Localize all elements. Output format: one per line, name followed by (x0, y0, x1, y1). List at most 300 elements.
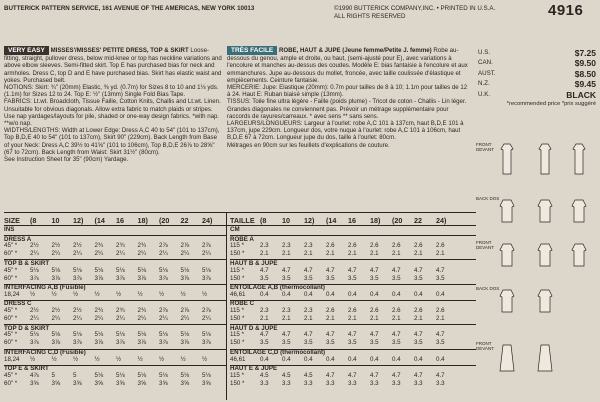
fr-cell: 2.6 (348, 242, 357, 250)
fr-cell: 0.4 (414, 355, 423, 363)
en-cell: 2¼ (73, 250, 82, 258)
dress-sketch-icon (570, 142, 588, 176)
fr-cell: 3.5 (370, 339, 379, 347)
fr-row-label: 115 * (230, 242, 244, 250)
fr-cell: 0.4 (414, 290, 423, 298)
en-cell: 2¾ (116, 242, 125, 250)
fr-cell: 4.5 (260, 371, 269, 379)
en-cell: 3⅞ (30, 274, 39, 282)
en-cell: ½ (51, 290, 57, 298)
fr-cell: 2.1 (260, 250, 269, 258)
en-cell: ½ (51, 355, 57, 363)
figure-view-label: FRONT DEVANT (476, 142, 494, 152)
fr-cell: 2.6 (392, 307, 401, 314)
french-largeurs: LARGEURS/LONGUEURS: Largeur à l'ourlet: robe A,C 101 à 137cm, haut B,D,E 101 à 137cm, jupe 229cm. Longueur dos, votre nuque à l'ourlet: robe A,C 101 à 106cm, haut B,D,E 67 à 72cm. Longueur jupe du dos, taille à l'ourlet: 80cm. (227, 120, 464, 142)
en-cell: 3⅞ (159, 274, 168, 282)
price-row: AUST. $8.50 (478, 68, 596, 79)
en-cell: 3⅞ (51, 339, 61, 347)
fr-row-label: 150 * (230, 250, 245, 258)
fr-cell: 4.7 (304, 266, 313, 274)
fr-cell: 0.4 (392, 290, 401, 298)
taille-column-header: (14 (326, 216, 337, 225)
units-en: INS (4, 226, 15, 233)
en-cell: 3⅝ (159, 379, 168, 387)
fr-cell: 0.4 (282, 290, 291, 298)
fr-cell: 3.5 (260, 274, 269, 282)
fr-cell: 2.1 (414, 315, 423, 323)
fr-cell: 3.3 (260, 379, 269, 387)
top-sketch-icon (536, 196, 554, 230)
fr-section-title: HAUT E & JUPE (230, 365, 278, 373)
fr-cell: 4.7 (392, 266, 401, 274)
skirt-sketch-icon (498, 341, 516, 375)
fr-cell: 2.1 (414, 250, 423, 258)
en-cell: 5⅛ (94, 371, 104, 379)
fr-row-label: 150 * (230, 339, 245, 347)
en-cell: 5⅛ (137, 371, 147, 379)
en-cell: 5⅛ (51, 266, 61, 274)
fr-cell: 2.3 (282, 242, 291, 250)
en-cell: ½ (180, 355, 186, 363)
fr-cell: 3.3 (348, 379, 357, 387)
en-cell: ½ (137, 290, 143, 298)
en-cell: 2¼ (180, 250, 190, 258)
en-cell: 2¾ (137, 242, 147, 250)
fr-cell: 3.5 (326, 339, 335, 347)
en-cell: 3⅞ (137, 339, 147, 347)
fr-section-title: ENTOILAGE A,B (thermocollant) (230, 284, 325, 292)
fr-cell: 2.1 (304, 250, 313, 258)
fr-row-label: 150 * (230, 274, 245, 282)
fr-cell: 2.1 (326, 250, 335, 258)
fr-cell: 4.7 (348, 266, 357, 274)
en-cell: 2¼ (30, 315, 39, 323)
en-cell: 2¾ (137, 307, 147, 314)
en-section-title: INTERFACING C,D (Fusible) (4, 349, 86, 356)
top-sketch-icon (498, 286, 516, 320)
fr-cell: 4.7 (370, 371, 379, 379)
en-section-title: TOP E & SKIRT (4, 365, 49, 373)
en-cell: 3⅞ (30, 339, 39, 347)
en-cell: ½ (116, 355, 122, 363)
fr-cell: 3.3 (304, 379, 313, 387)
en-cell: 2½ (30, 242, 39, 250)
fr-cell: 4.7 (370, 266, 379, 274)
en-cell: 5⅛ (159, 266, 168, 274)
fr-cell: 2.3 (260, 242, 269, 250)
size-column-header: (8 (30, 216, 37, 225)
english-title: MISSES'/MISSES' PETITE DRESS, TOP & SKIRT (50, 47, 189, 54)
fr-cell: 0.4 (304, 290, 313, 298)
fr-cell: 0.4 (326, 355, 335, 363)
english-desc: Loose-fitting, straight, pullover dress, below mid-knee or top has neckline variations and above elbow sleeves. Semi-fitted skirt. Top E has purchased bias for neck and armholes. Dress C, top D and E have purchased bias. Skirt has elastic waist and yokes. Purchased belt. (4, 47, 222, 84)
fr-section-title: ENTOILAGE C,D (thermocollant) (230, 349, 326, 356)
fr-cell: 4.7 (436, 331, 445, 339)
en-row-label: 45" * (4, 371, 18, 379)
header-rule (4, 225, 476, 226)
en-cell: 2½ (30, 307, 39, 314)
fr-cell: 4.7 (260, 331, 269, 339)
french-tissus: TISSUS: Toile fine ultra légère - Faille (poids plume) - Tricot de coton - Challis - Lin léger. Grandes diagonales ne conviennent pas. Prévoir un métrage supplémentaire pour raccords de rayures/carreaux. * avec sens ** sans sens. (227, 98, 467, 120)
en-cell: 5⅛ (159, 371, 168, 379)
en-cell: 5⅛ (30, 266, 39, 274)
very-easy-badge: VERY EASY (4, 46, 49, 55)
en-cell: 3⅝ (51, 379, 61, 387)
en-cell: ½ (116, 290, 122, 298)
fr-cell: 4.7 (260, 266, 269, 274)
english-notions: NOTIONS: Skirt: ¾" (20mm) Elastic, ⅜ yd. (0.7m) for Sizes 8 to 10 and 1⅛ yds. (1.1m) for Sizes 12 to 24. Top E: ½" (13mm) Single Fold Bias Tape. (4, 84, 219, 99)
fr-cell: 0.4 (326, 290, 335, 298)
taille-column-header: 22 (414, 216, 422, 225)
french-mercerie: MERCERIE: Jupe: Elastique (20mm): 0.7m pour tailles de 8 à 10; 1.1m pour tailles de 12 à 24. Haut E: Ruban biaisé simple (13mm). (227, 84, 468, 99)
copyright-line: ©1990 BUTTERICK COMPANY,INC. • PRINTED IN U.S.A. (334, 5, 496, 12)
en-cell: 5⅛ (73, 266, 82, 274)
fr-row-label: 150 * (230, 379, 245, 387)
rights-line: ALL RIGHTS RESERVED (334, 13, 406, 20)
english-see: See Instruction Sheet for 35" (90cm) Yardage. (4, 156, 129, 164)
en-cell: 2¾ (94, 307, 104, 314)
fr-cell: 2.3 (260, 307, 269, 314)
fr-row-label: 150 * (230, 315, 245, 323)
en-cell: 5⅛ (180, 371, 190, 379)
fr-cell: 4.7 (414, 371, 423, 379)
top-sketch-icon (570, 196, 588, 230)
en-cell: 2¼ (51, 315, 61, 323)
en-cell: 2½ (51, 242, 61, 250)
fr-section-title: HAUT D & JUPE (230, 324, 278, 332)
en-cell: ½ (202, 290, 208, 298)
fr-cell: 3.5 (414, 339, 423, 347)
en-section-rule (4, 235, 226, 236)
fr-cell: 2.3 (304, 242, 313, 250)
taille-column-header: 18) (370, 216, 381, 225)
en-row-label: 60" * (4, 315, 18, 323)
fr-cell: 0.4 (282, 355, 291, 363)
fr-cell: 2.1 (348, 250, 357, 258)
fr-cell: 0.4 (348, 290, 357, 298)
fr-cell: 4.7 (282, 266, 291, 274)
en-cell: ½ (30, 355, 36, 363)
fr-cell: 2.1 (260, 315, 269, 323)
en-cell: 3⅞ (94, 274, 104, 282)
en-cell: ½ (94, 290, 100, 298)
taille-column-header: (20 (392, 216, 403, 225)
en-row-label: 60" * (4, 339, 18, 347)
fr-cell: 2.1 (304, 315, 313, 323)
en-section-rule (4, 300, 226, 301)
fr-cell: 4.7 (282, 331, 291, 339)
en-cell: 3⅝ (137, 379, 147, 387)
en-cell: 3⅞ (94, 339, 104, 347)
fr-section-rule (230, 300, 476, 301)
fr-cell: 0.4 (436, 290, 445, 298)
en-cell: 5⅛ (116, 266, 125, 274)
en-cell: 3⅞ (73, 274, 82, 282)
en-cell: 3⅝ (116, 379, 125, 387)
top-sketch-icon (536, 286, 554, 320)
en-cell: 3⅞ (202, 274, 211, 282)
price-row: CAN. $9.50 (478, 58, 596, 69)
fr-section-title: HAUT B & JUPE (230, 259, 278, 267)
en-cell: 2½ (51, 307, 61, 314)
price-row: U.S. $7.25 (478, 48, 596, 58)
fr-row-label: 46,61 (230, 290, 246, 298)
fr-cell: 4.7 (436, 266, 445, 274)
fr-cell: 3.3 (326, 379, 335, 387)
en-cell: 2⅞ (159, 242, 168, 250)
fr-cell: 3.3 (392, 379, 401, 387)
fr-cell: 2.6 (414, 307, 423, 314)
fr-cell: 3.5 (370, 274, 379, 282)
en-cell: 2¼ (51, 250, 61, 258)
fr-cell: 0.4 (304, 355, 313, 363)
top-sketch-icon (498, 196, 516, 230)
fr-cell: 2.1 (436, 315, 445, 323)
top-sketch-icon (570, 240, 588, 274)
fr-cell: 3.5 (260, 339, 269, 347)
fr-cell: 2.6 (370, 307, 379, 314)
en-cell: ½ (180, 290, 186, 298)
en-section-title: TOP D & SKIRT (4, 324, 50, 332)
english-fabrics: FABRICS: Lt.wt. Broadcloth, Tissue Faille, Cotton Knits, Challis and Lt.wt. Linen. Unsuitable for obvious diagonals. Allow extra fabric to match plaids or stripes. Use nap yardages/layouts for pile, shaded or one-way design fabrics. *with nap. **w/o nap. (4, 98, 221, 128)
price-row: U.K. BLACK (478, 89, 596, 100)
en-cell: 5⅛ (51, 331, 61, 339)
fr-cell: 2.1 (282, 315, 291, 323)
fr-cell: 4.7 (348, 371, 357, 379)
fr-cell: 4.7 (436, 371, 445, 379)
en-row-label: 60" * (4, 274, 18, 282)
fr-row-label: 115 * (230, 307, 244, 314)
fr-section-title: ROBE A (230, 235, 254, 243)
en-row-label: 60" * (4, 379, 18, 387)
fr-row-label: 46,61 (230, 355, 246, 363)
fr-cell: 3.5 (392, 339, 401, 347)
fr-cell: 4.5 (304, 371, 313, 379)
en-cell: 4⅞ (30, 371, 39, 379)
en-cell: 3⅝ (202, 379, 211, 387)
en-cell: 2¼ (159, 315, 168, 323)
pattern-number: 4916 (548, 2, 584, 19)
en-cell: 3⅞ (159, 339, 168, 347)
en-cell: 5⅛ (137, 266, 147, 274)
fr-cell: 3.5 (326, 274, 335, 282)
fr-cell: 2.6 (436, 242, 445, 250)
table-divider (226, 212, 227, 400)
en-cell: 2⅞ (159, 307, 168, 314)
en-cell: 5⅛ (180, 266, 190, 274)
en-section-title: INTERFACING A,B (Fusible) (4, 284, 86, 292)
skirt-sketch-icon (536, 341, 554, 375)
en-cell: 3⅞ (202, 339, 211, 347)
en-cell: 2¼ (202, 250, 211, 258)
size-column-header: 18) (137, 216, 148, 225)
fr-cell: 2.3 (282, 307, 291, 314)
size-column-header: (14 (94, 216, 105, 225)
fr-cell: 2.6 (436, 307, 445, 314)
fr-cell: 4.7 (348, 331, 357, 339)
fr-cell: 4.7 (414, 331, 423, 339)
fr-cell: 3.3 (436, 379, 445, 387)
en-row-label: 45" * (4, 331, 18, 339)
fr-cell: 3.5 (436, 274, 445, 282)
en-cell: 5⅛ (137, 331, 147, 339)
fr-cell: 3.5 (282, 274, 291, 282)
en-cell: 2¼ (159, 250, 168, 258)
en-cell: 3⅝ (180, 379, 190, 387)
fr-cell: 3.3 (370, 379, 379, 387)
french-description (227, 46, 470, 149)
fr-cell: 4.7 (326, 331, 335, 339)
size-column-header: 16 (116, 216, 124, 225)
fr-cell: 0.4 (392, 355, 401, 363)
fr-cell: 2.3 (304, 307, 313, 314)
yardage-table (4, 212, 476, 387)
en-cell: ½ (94, 355, 100, 363)
en-cell: 2¼ (73, 315, 82, 323)
fr-cell: 0.4 (348, 355, 357, 363)
en-cell: ½ (73, 355, 79, 363)
fr-cell: 4.7 (326, 371, 335, 379)
fr-section-rule (230, 235, 476, 236)
fr-cell: 2.1 (392, 315, 401, 323)
en-cell: 2⅞ (180, 242, 190, 250)
figure-view-label: BACK DOS (476, 286, 500, 291)
fr-cell: 4.7 (370, 331, 379, 339)
fr-cell: 3.5 (282, 339, 291, 347)
price-note: *recommended price *prix suggéré (506, 101, 596, 108)
french-desc: Robe au-dessous du genou, ample et droite, ou haut, (semi-ajusté pour E), avec variations à l'encolure et manches au-dessus des coudes. Modèle E: bias fantaisie à l'encolure et aux emmanchures. Jupe au-dessous du mollet, froncée, avec taille coulissée d'élastique et empiècements. Ceinture fantaisie. (227, 47, 468, 84)
fr-cell: 2.6 (392, 242, 401, 250)
en-row-label: 60" * (4, 250, 18, 258)
en-cell: 2¼ (180, 315, 190, 323)
taille-column-header: 16 (348, 216, 356, 225)
en-cell: ½ (159, 355, 165, 363)
fr-section-title: ROBE C (230, 300, 255, 308)
en-cell: 5⅛ (159, 331, 168, 339)
dress-sketch-icon (536, 142, 554, 176)
en-cell: 3⅞ (73, 339, 82, 347)
en-cell: ½ (202, 355, 208, 363)
fr-cell: 2.6 (326, 307, 335, 314)
fr-cell: 0.4 (370, 290, 379, 298)
en-cell: 5⅛ (94, 266, 104, 274)
en-cell: 2½ (73, 307, 82, 314)
size-header: SIZE (4, 216, 20, 225)
english-widths: WIDTHS/LENGTHS: Width at Lower Edge: Dress A,C 40 to 54" (101 to 137cm), Top B,D,E 40 to 54" (101 to 137cm), Skirt 90" (229cm). Back Length from Base of your Neck: Dress A,C 39½ to 41⅝" (101 to 106cm), Top B,D,E 26⅞ to 28⅝" (67 to 72cm). Back Length from Waist: Skirt 31½" (80cm). (4, 127, 220, 156)
en-cell: 3⅝ (73, 379, 82, 387)
fr-cell: 0.4 (260, 355, 269, 363)
taille-column-header: 10 (282, 216, 290, 225)
en-cell: ½ (73, 290, 79, 298)
en-cell: ½ (137, 355, 143, 363)
fr-cell: 2.1 (326, 315, 335, 323)
header (4, 2, 549, 22)
fr-cell: 3.5 (304, 339, 313, 347)
taille-column-header: 12) (304, 216, 315, 225)
en-row-label: 18,24 (4, 355, 20, 363)
en-section-title: DRESS A (4, 235, 32, 243)
figure-view-label: FRONT DEVANT (476, 341, 494, 351)
fr-cell: 0.4 (436, 355, 445, 363)
fr-cell: 2.1 (370, 250, 379, 258)
fr-cell: 2.1 (370, 315, 379, 323)
en-cell: 5⅛ (202, 266, 211, 274)
en-cell: 2½ (73, 242, 82, 250)
size-column-header: 12) (73, 216, 84, 225)
fr-cell: 4.7 (392, 371, 401, 379)
fr-row-label: 115 * (230, 266, 244, 274)
fr-cell: 2.6 (370, 242, 379, 250)
fr-cell: 2.6 (348, 307, 357, 314)
en-cell: 5⅛ (73, 331, 82, 339)
en-cell: 5⅛ (202, 371, 211, 379)
fr-cell: 3.3 (414, 379, 423, 387)
en-cell: 2¼ (116, 250, 125, 258)
company-line: BUTTERICK PATTERN SERVICE, 161 AVENUE OF THE AMERICAS, NEW YORK 10013 (4, 5, 255, 12)
fr-cell: 4.7 (304, 331, 313, 339)
en-cell: ½ (159, 290, 165, 298)
units-fr: CM (230, 226, 240, 233)
fr-cell: 3.5 (436, 339, 445, 347)
size-column-header: (20 (159, 216, 170, 225)
fr-cell: 2.6 (414, 242, 423, 250)
en-cell: 5⅛ (30, 331, 39, 339)
en-cell: 3⅞ (180, 274, 190, 282)
en-cell: 5⅛ (116, 371, 125, 379)
figure-view-label: BACK DOS (476, 196, 500, 201)
en-row-label: 45" * (4, 266, 18, 274)
en-cell: 2⅞ (180, 307, 190, 314)
en-cell: 3⅝ (94, 379, 104, 387)
en-cell: 3⅞ (137, 274, 147, 282)
en-row-label: 45" * (4, 242, 18, 250)
en-cell: 2¼ (94, 250, 104, 258)
en-cell: 2¾ (94, 242, 104, 250)
price-list (478, 48, 596, 107)
en-cell: 3⅞ (116, 339, 125, 347)
french-title: ROBE, HAUT & JUPE (Jeune femme/Petite J. femme) (278, 47, 432, 54)
en-cell: 5 (51, 371, 55, 379)
fr-cell: 2.1 (348, 315, 357, 323)
en-cell: 5⅛ (116, 331, 125, 339)
fr-cell: 4.7 (414, 266, 423, 274)
en-cell: 2¼ (94, 315, 104, 323)
size-column-header: 24) (202, 216, 213, 225)
fr-cell: 4.5 (282, 371, 291, 379)
en-cell: 3⅝ (30, 379, 39, 387)
en-cell: 5 (73, 371, 77, 379)
en-cell: 2¼ (30, 250, 39, 258)
english-description (4, 46, 223, 163)
en-row-label: 18,24 (4, 290, 20, 298)
en-cell: 3⅞ (51, 274, 61, 282)
en-section-title: TOP B & SKIRT (4, 259, 50, 267)
taille-column-header: 24) (436, 216, 447, 225)
fr-cell: 3.3 (282, 379, 291, 387)
en-cell: 2¼ (202, 315, 211, 323)
figure-view-label: FRONT DEVANT (476, 240, 494, 250)
en-cell: 2¾ (116, 307, 125, 314)
en-cell: 5⅛ (180, 331, 190, 339)
fr-cell: 4.7 (392, 331, 401, 339)
en-cell: 3⅞ (180, 339, 190, 347)
en-cell: 5⅛ (202, 331, 211, 339)
fr-cell: 3.5 (348, 339, 357, 347)
en-cell: 2¼ (137, 250, 147, 258)
fr-cell: 2.1 (436, 250, 445, 258)
taille-header: TAILLE (230, 216, 255, 225)
size-column-header: 10 (51, 216, 60, 225)
